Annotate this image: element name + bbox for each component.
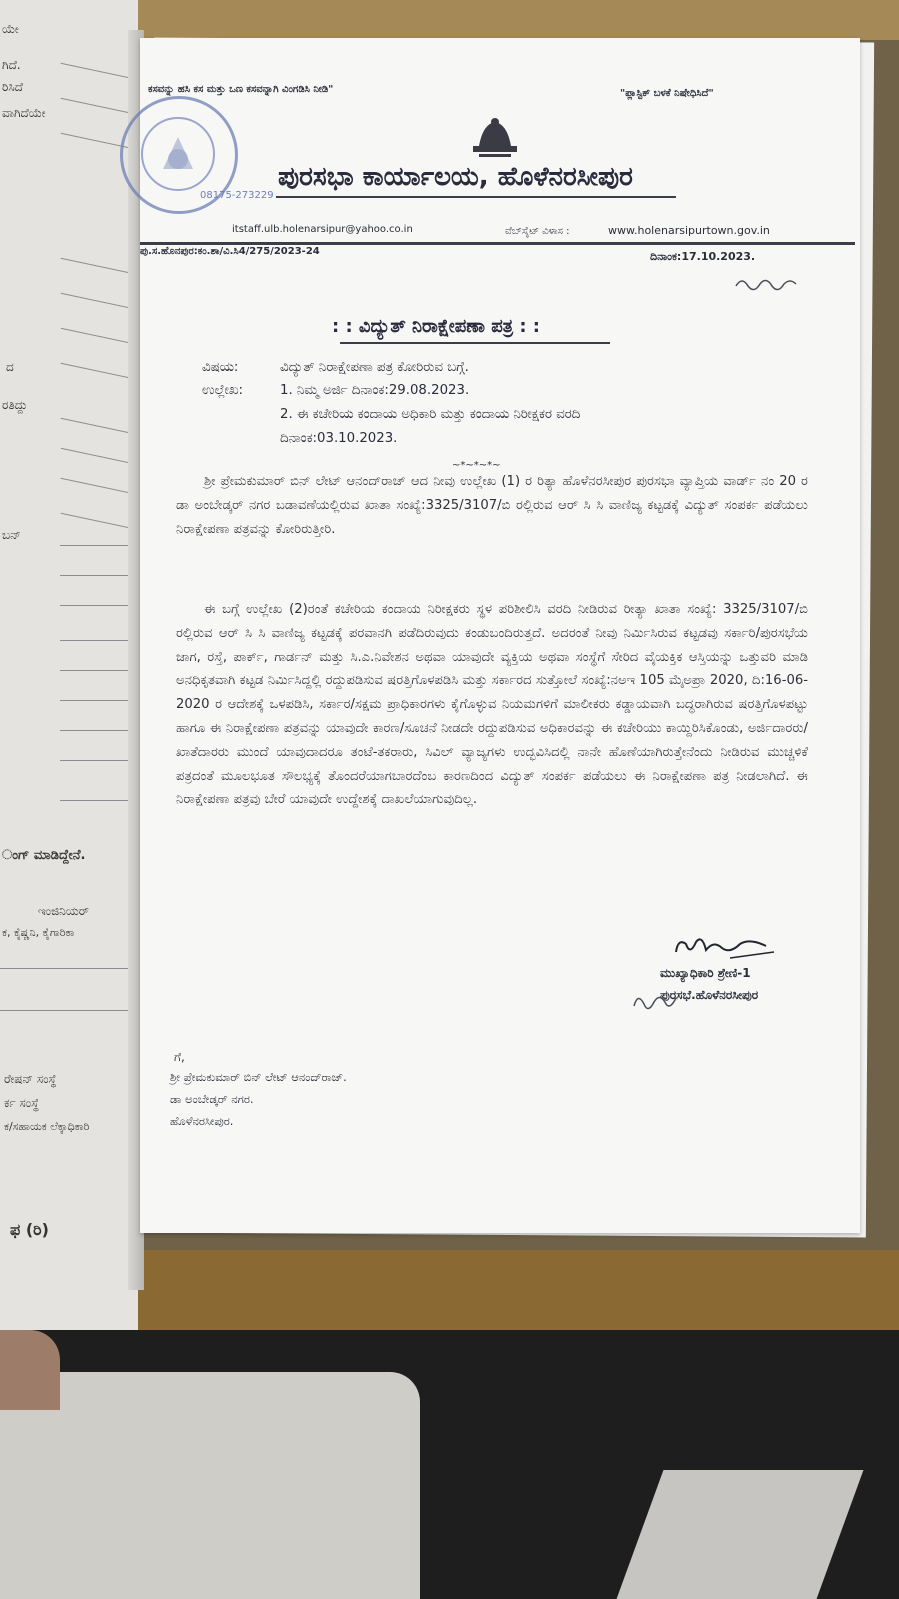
- ruled-line: [60, 605, 130, 606]
- hand: [0, 1330, 60, 1410]
- noc-letter: [140, 38, 860, 1233]
- ruled-line: [60, 575, 130, 576]
- recipient-town: ಹೊಳೆನರಸೀಪುರ.: [170, 1114, 234, 1128]
- reference-number: ಪು.ಸ.ಹೊನಪುರ:ಕಂ.ಶಾ/ವಿ.ಸಿ4/275/2023-24: [140, 246, 320, 257]
- initials-mark-2: [630, 988, 680, 1018]
- left-fragment: ಂಗ್ ಮಾಡಿದ್ದೇನೆ.: [2, 848, 86, 863]
- left-register-page: [0, 0, 138, 1330]
- reference-label: ಉಲ್ಲೇಖ:: [202, 383, 244, 398]
- ruled-line: [61, 418, 130, 434]
- left-fragment: ರೇಷನ್ ಸಂಸ್ಥೆ: [4, 1072, 57, 1086]
- ruled-line: [61, 98, 130, 114]
- ruled-line: [60, 700, 130, 701]
- letter-date: ದಿನಾಂಕ:17.10.2023.: [650, 250, 756, 263]
- separator: ~*~*~*~: [452, 460, 501, 471]
- left-fragment: ರಿಸಿದೆ: [2, 80, 23, 94]
- left-fragment: ದ: [6, 360, 14, 374]
- ruled-line: [60, 760, 130, 761]
- cloth-fold: [0, 1372, 420, 1599]
- reference-1: 1. ನಿಮ್ಮ ಅರ್ಜಿ ದಿನಾಂಕ:29.08.2023.: [280, 383, 470, 398]
- paragraph-conditions: ಈ ಬಗ್ಗೆ ಉಲ್ಲೇಖ (2)ರಂತೆ ಕಚೇರಿಯ ಕಂದಾಯ ನಿರೀಕ್ಷಕರು ಸ್ಥಳ ಪರಿಶೀಲಿಸಿ ವರದಿ ನೀಡಿರುವ ರೀತ್ಯಾ ಖಾತಾ ಸಂಖ್ಯೆ: 3325/3107/ಬಿ ರಲ್ಲಿರುವ ಆರ್ ಸಿ ಸಿ ವಾಣಿಜ್ಯ ಕಟ್ಟಡಕ್ಕೆ ಪರವಾನಗಿ ಪಡೆದಿರುವುದು ಕಂಡುಬಂದಿರುತ್ತದೆ. ಅದರಂತೆ ನೀವು ನಿರ್ಮಿಸಿರುವ ಕಟ್ಟಡವು ಸರ್ಕಾರಿ/ಪುರಸಭೆಯ ಜಾಗ, ರಸ್ತೆ, ಪಾರ್ಕ್, ಗಾರ್ಡನ್ ಮತ್ತು ಸಿ.ಎ.ನಿವೇಶನ ಅಥವಾ ಯಾವುದೇ ವ್ಯಕ್ತಿಯ ಅಥವಾ ಸಂಸ್ಥೆಗೆ ಸೇರಿದ ವೈಯಕ್ತಿಕ ಆಸ್ತಿಯನ್ನು ಒತ್ತುವರಿ ಮಾಡಿ ಅನಧಿಕೃತವಾಗಿ ಕಟ್ಟಡ ನಿರ್ಮಿಸಿದ್ದಲ್ಲಿ ರದ್ದುಪಡಿಸುವ ಷರತ್ತಿಗೊಳಪಡಿಸಿ ಮತ್ತು ಸರ್ಕಾರದ ಸುತ್ತೋಲೆ ಸಂಖ್ಯೆ:ನಅಇ 105 ಮೈಅಪ್ರಾ 2020, ದಿ:16-06-2020 ರ ಆದೇಶಕ್ಕೆ ಒಳಪಡಿಸಿ, ಸರ್ಕಾರ/ಸಕ್ಷಮ ಪ್ರಾಧಿಕಾರಗಳು ಕೈಗೊಳ್ಳುವ ನಿಯಮಗಳಿಗೆ ಮಾಲೀಕರು ಕಡ್ಡಾಯವಾಗಿ ಬದ್ಧರಾಗಿರುವ ಷರತ್ತಿಗೊಳಪಟ್ಟು ಹಾಗೂ ಈ ನಿರಾಕ್ಷೇಪಣಾ ಪತ್ರವನ್ನು ಯಾವುದೇ ಕಾರಣ/ಸೂಚನೆ ನೀಡದೇ ರದ್ದುಪಡಿಸುವ ಅಧಿಕಾರವನ್ನು ಈ ಕಚೇರಿಯು ಕಾಯ್ದಿರಿಸಿಕೊಂಡು, ಅರ್ಜಿದಾರರು/ಖಾತೆದಾರರು ಮುಂದೆ ಯಾವುದಾದರೂ ತಂಟೆ-ತಕರಾರು, ಸಿವಿಲ್ ವ್ಯಾಜ್ಯಗಳು ಉದ್ಭವಿಸಿದಲ್ಲಿ ನಾನೇ ಹೊಣೆಯಾಗಿರುತ್ತೇನೆಂದು ನೀಡಿರುವ ಮುಚ್ಚಳಿಕೆ ಪತ್ರದಂತೆ ಮೂಲಭೂತ ಸೌಲಭ್ಯಕ್ಕೆ ತೊಂದರೆಯಾಗಬಾರದೆಂಬ ಕಾರಣದಿಂದ ವಿದ್ಯುತ್ ಸಂಪರ್ಕ ಪಡೆಯಲು ಈ ನಿರಾಕ್ಷೇಪಣಾ ಪತ್ರ ನೀಡಲಾಗಿದೆ. ಈ ನಿರಾಕ್ಷೇಪಣಾ ಪತ್ರವು ಬೇರೆ ಯಾವುದೇ ಉದ್ದೇಶಕ್ಕೆ ದಾಖಲೆಯಾಗುವುದಿಲ್ಲ.: [176, 602, 808, 808]
- signatory-designation: ಮುಖ್ಯಾಧಿಕಾರಿ ಶ್ರೇಣಿ-1: [660, 966, 751, 980]
- ruled-line: [61, 478, 130, 494]
- ruled-line: [61, 293, 130, 309]
- recipient-name: ಶ್ರೀ ಪ್ರೇಮಕುಮಾರ್ ಬಿನ್ ಲೇಟ್ ಆನಂದ್‌ರಾಜ್.: [170, 1070, 347, 1084]
- state-emblem-icon: [465, 116, 525, 160]
- subject-text: ವಿದ್ಯುತ್ ನಿರಾಕ್ಷೇಪಣಾ ಪತ್ರ ಕೋರಿರುವ ಬಗ್ಗೆ.: [280, 360, 469, 375]
- paragraph-request: ಶ್ರೀ ಪ್ರೇಮಕುಮಾರ್ ಬಿನ್ ಲೇಟ್ ಆನಂದ್‌ರಾಜ್ ಆದ ನೀವು ಉಲ್ಲೇಖ (1) ರ ರಿತ್ಯಾ ಹೊಳೆನರಸೀಪುರ ಪುರಸಭಾ ವ್ಯಾಪ್ತಿಯ ವಾರ್ಡ್ ನಂ 20 ರ ಡಾ ಅಂಬೇಡ್ಕರ್ ನಗರ ಬಡಾವಣೆಯಲ್ಲಿರುವ ಖಾತಾ ಸಂಖ್ಯೆ:3325/3107/ಬಿ ರಲ್ಲಿರುವ ಆರ್ ಸಿ ಸಿ ವಾಣಿಜ್ಯ ಕಟ್ಟಡಕ್ಕೆ ವಿದ್ಯುತ್ ಸಂಪರ್ಕ ಪಡೆಯಲು ನಿರಾಕ್ಷೇಪಣಾ ಪತ್ರವನ್ನು ಕೋರಿರುತ್ತೀರಿ.: [176, 474, 808, 537]
- phone-number: 08175-273229: [200, 190, 274, 201]
- ruled-line: [0, 1010, 135, 1011]
- left-fragment: ಕ, ಕೈಷ್ಣನಿ, ಕೈಗಾರಿಕಾ: [2, 926, 75, 939]
- ruled-line: [60, 545, 130, 546]
- ruled-line: [61, 448, 130, 464]
- slogan-plastic-ban: "ಪ್ಲಾಸ್ಟಿಕ್ ಬಳಕೆ ನಿಷೇಧಿಸಿದೆ": [620, 88, 714, 99]
- initials-mark: [732, 274, 802, 296]
- subject-label: ವಿಷಯ:: [202, 360, 239, 375]
- ruled-line: [61, 513, 130, 529]
- reference-2-date: ದಿನಾಂಕ:03.10.2023.: [280, 431, 398, 446]
- reference-2: 2. ಈ ಕಚೇರಿಯ ಕಂದಾಯ ಅಧಿಕಾರಿ ಮತ್ತು ಕಂದಾಯ ನಿರೀಕ್ಷಕರ ವರದಿ: [280, 407, 581, 422]
- recipient-area: ಡಾ ಅಂಬೇಡ್ಕರ್ ನಗರ.: [170, 1092, 254, 1106]
- ruled-line: [60, 640, 130, 641]
- left-fragment: ರತಿದ್ದು: [2, 398, 28, 412]
- office-name-underline: [276, 196, 676, 198]
- email-address: itstaff.ulb.holenarsipur@yahoo.co.in: [232, 224, 413, 235]
- left-fragment: ಇಂಜಿನಿಯರ್: [38, 904, 89, 918]
- ruled-line: [61, 328, 130, 344]
- ruled-line: [61, 363, 130, 379]
- left-fragment: ಯೇ: [2, 22, 19, 36]
- website-url: www.holenarsipurtown.gov.in: [608, 224, 770, 237]
- seal-emblem: [141, 117, 215, 191]
- left-fragment: ಬನ್: [2, 528, 21, 542]
- ruled-line: [60, 800, 130, 801]
- left-fragment: ಗಿದೆ.: [2, 58, 21, 72]
- ruled-line: [60, 730, 130, 731]
- signatory-office: ಪುರಸಭೆ.ಹೊಳೆನರಸೀಪುರ: [660, 988, 759, 1002]
- ruled-line: [61, 258, 130, 274]
- slogan-waste-segregation: ಕಸವನ್ನು ಹಸಿ ಕಸ ಮತ್ತು ಒಣ ಕಸವನ್ನಾಗಿ ವಿಂಗಡಿಸಿ ನೀಡಿ": [148, 84, 334, 95]
- ruled-line: [0, 968, 135, 969]
- website-label: ವೆಬ್‌ಸೈಟ್ ವಿಳಾಸ :: [505, 226, 570, 237]
- left-fragment: ಕ/ಸಹಾಯಕ ಲೆಕ್ಕಾಧಿಕಾರಿ: [4, 1120, 90, 1133]
- left-fragment: ವಾಗಿದೆಯೇ: [2, 106, 46, 120]
- recipient-label: ಗೆ,: [174, 1050, 185, 1064]
- document-title: : : ವಿದ್ಯುತ್ ನಿರಾಕ್ಷೇಪಣಾ ಪತ್ರ : :: [332, 316, 540, 337]
- ruled-line: [61, 63, 130, 79]
- ruled-line: [61, 133, 130, 149]
- office-name: ಪುರಸಭಾ ಕಾರ್ಯಾಲಯ, ಹೊಳೆನರಸೀಪುರ: [278, 162, 633, 192]
- left-fragment: ಫ (ರಿ): [10, 1220, 49, 1239]
- letterhead-rule: [140, 242, 855, 245]
- document-title-underline: [340, 342, 610, 344]
- left-fragment: ರ್ಕ ಸಂಸ್ಥೆ: [4, 1096, 40, 1110]
- officer-signature: [670, 930, 780, 966]
- ruled-line: [60, 670, 130, 671]
